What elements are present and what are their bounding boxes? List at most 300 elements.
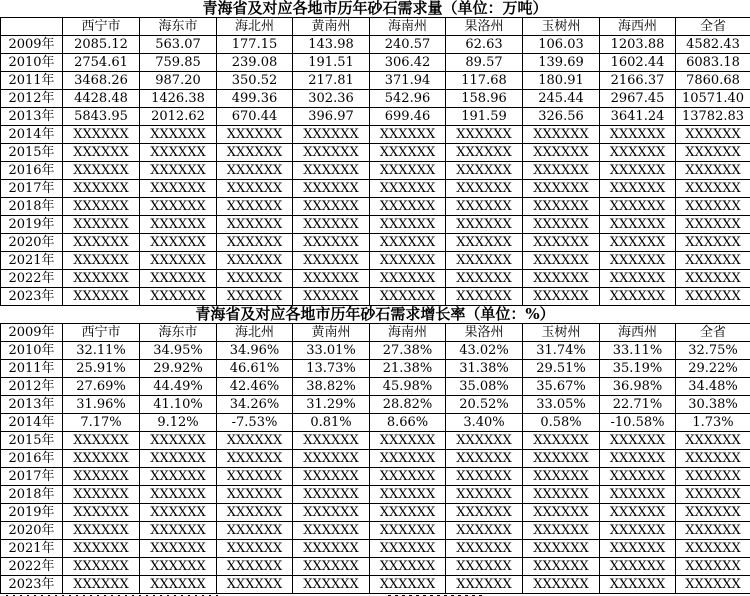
value-cell: 13782.83 [676,108,750,126]
column-header: 海南州 [370,18,446,36]
value-cell: XXXXXX [63,144,140,162]
value-cell: XXXXXX [676,540,750,558]
value-cell: 33.11% [600,342,676,360]
value-cell: 139.69 [523,54,600,72]
value-cell: XXXXXX [370,144,446,162]
value-cell: 106.03 [523,36,600,54]
value-cell: XXXXXX [140,126,217,144]
value-cell: 302.36 [293,90,370,108]
value-cell: XXXXXX [217,252,293,270]
value-cell: XXXXXX [600,180,676,198]
value-cell: 563.07 [140,36,217,54]
value-cell: XXXXXX [293,558,370,576]
value-cell: 1.73% [676,414,750,432]
table-row [1,288,750,306]
value-cell: XXXXXX [523,558,600,576]
value-cell: XXXXXX [523,504,600,522]
value-cell: XXXXXX [140,288,217,306]
value-cell: 143.98 [293,36,370,54]
year-cell: 2014年 [1,414,63,432]
value-cell: XXXXXX [600,126,676,144]
value-cell: 4582.43 [676,36,750,54]
year-cell: 2019年 [1,504,63,522]
value-cell: XXXXXX [217,576,293,594]
growth-table-body [1,324,750,594]
column-header: 海东市 [140,18,217,36]
value-cell: XXXXXX [140,522,217,540]
column-header: 海南州 [370,324,446,342]
year-cell: 2012年 [1,90,63,108]
column-header: 海北州 [217,324,293,342]
value-cell: 32.11% [63,342,140,360]
column-header: 海东市 [140,324,217,342]
year-cell: 2010年 [1,54,63,72]
year-cell: 2013年 [1,396,63,414]
value-cell: XXXXXX [676,288,750,306]
value-cell: 670.44 [217,108,293,126]
value-cell: XXXXXX [63,234,140,252]
value-cell: XXXXXX [63,486,140,504]
table-row [1,558,750,576]
value-cell: XXXXXX [217,234,293,252]
value-cell: 89.57 [446,54,523,72]
value-cell: XXXXXX [446,558,523,576]
value-cell: XXXXXX [293,144,370,162]
year-cell: 2018年 [1,486,63,504]
value-cell: XXXXXX [446,216,523,234]
value-cell: XXXXXX [140,558,217,576]
value-cell: 35.08% [446,378,523,396]
value-cell: 32.75% [676,342,750,360]
value-cell: XXXXXX [140,216,217,234]
value-cell: 759.85 [140,54,217,72]
value-cell: XXXXXX [600,162,676,180]
value-cell: 27.69% [63,378,140,396]
value-cell: XXXXXX [217,270,293,288]
value-cell: XXXXXX [63,468,140,486]
table-row [1,198,750,216]
value-cell: XXXXXX [446,144,523,162]
year-cell: 2017年 [1,180,63,198]
year-cell: 2011年 [1,72,63,90]
year-cell: 2018年 [1,198,63,216]
value-cell: XXXXXX [446,252,523,270]
value-cell: XXXXXX [523,576,600,594]
value-cell: XXXXXX [140,468,217,486]
value-cell: XXXXXX [676,144,750,162]
value-cell: XXXXXX [217,468,293,486]
value-cell: XXXXXX [293,486,370,504]
value-cell: XXXXXX [600,486,676,504]
value-cell: 117.68 [446,72,523,90]
value-cell: 2085.12 [63,36,140,54]
value-cell: XXXXXX [140,432,217,450]
value-cell: XXXXXX [63,216,140,234]
value-cell: 20.52% [446,396,523,414]
year-cell: 2020年 [1,522,63,540]
value-cell: XXXXXX [446,234,523,252]
column-header: 海北州 [217,18,293,36]
value-cell: XXXXXX [370,558,446,576]
value-cell: XXXXXX [293,432,370,450]
value-cell: XXXXXX [293,468,370,486]
value-cell: XXXXXX [370,126,446,144]
value-cell: XXXXXX [676,558,750,576]
value-cell: XXXXXX [523,540,600,558]
value-cell: XXXXXX [676,252,750,270]
value-cell: XXXXXX [63,288,140,306]
value-cell: XXXXXX [446,126,523,144]
value-cell: XXXXXX [446,198,523,216]
value-cell: XXXXXX [523,126,600,144]
table-row [1,90,750,108]
value-cell: -7.53% [217,414,293,432]
value-cell: XXXXXX [446,162,523,180]
value-cell: XXXXXX [217,198,293,216]
year-cell: 2023年 [1,288,63,306]
value-cell: 2166.37 [600,72,676,90]
column-header: 西宁市 [63,18,140,36]
table-row [1,252,750,270]
value-cell: XXXXXX [523,198,600,216]
value-cell: 245.44 [523,90,600,108]
value-cell: 35.67% [523,378,600,396]
table-row [1,522,750,540]
value-cell: XXXXXX [446,522,523,540]
value-cell: XXXXXX [676,432,750,450]
value-cell: XXXXXX [217,504,293,522]
value-cell: XXXXXX [140,504,217,522]
value-cell: 21.38% [370,360,446,378]
value-cell: XXXXXX [217,288,293,306]
value-cell: XXXXXX [676,198,750,216]
table-row [1,144,750,162]
value-cell: XXXXXX [676,504,750,522]
value-cell: 33.01% [293,342,370,360]
column-header: 黄南州 [293,324,370,342]
table-row [1,540,750,558]
value-cell: XXXXXX [676,180,750,198]
value-cell: XXXXXX [446,540,523,558]
value-cell: XXXXXX [217,216,293,234]
value-cell: XXXXXX [446,504,523,522]
value-cell: 29.92% [140,360,217,378]
year-cell: 2022年 [1,558,63,576]
year-cell: 2014年 [1,126,63,144]
value-cell: 7860.68 [676,72,750,90]
value-cell: 2012.62 [140,108,217,126]
value-cell: XXXXXX [217,432,293,450]
demand-table-body [1,18,750,306]
value-cell: XXXXXX [63,450,140,468]
value-cell: XXXXXX [600,540,676,558]
value-cell: XXXXXX [217,144,293,162]
value-cell: 987.20 [140,72,217,90]
value-cell: 239.08 [217,54,293,72]
column-header: 黄南州 [293,18,370,36]
value-cell: XXXXXX [140,162,217,180]
table-row [1,468,750,486]
value-cell: 31.29% [293,396,370,414]
value-cell: XXXXXX [676,234,750,252]
value-cell: XXXXXX [370,450,446,468]
value-cell: XXXXXX [676,576,750,594]
value-cell: 33.05% [523,396,600,414]
year-cell: 2015年 [1,432,63,450]
value-cell: 44.49% [140,378,217,396]
value-cell: XXXXXX [217,486,293,504]
table-row [1,396,750,414]
value-cell: 8.66% [370,414,446,432]
value-cell: XXXXXX [370,234,446,252]
value-cell: 699.46 [370,108,446,126]
value-cell: 499.36 [217,90,293,108]
value-cell: XXXXXX [370,504,446,522]
value-cell: XXXXXX [523,234,600,252]
value-cell: 0.58% [523,414,600,432]
value-cell: XXXXXX [293,522,370,540]
value-cell: XXXXXX [140,252,217,270]
value-cell: 371.94 [370,72,446,90]
table-row [1,126,750,144]
value-cell: 240.57 [370,36,446,54]
column-header: 玉树州 [523,18,600,36]
value-cell: 1426.38 [140,90,217,108]
growth-table [0,323,750,594]
value-cell: XXXXXX [523,486,600,504]
value-cell: XXXXXX [370,198,446,216]
year-cell: 2011年 [1,360,63,378]
value-cell: XXXXXX [140,486,217,504]
header-year-cell: 2009年 [1,324,63,342]
value-cell: XXXXXX [370,468,446,486]
value-cell: XXXXXX [600,288,676,306]
value-cell: XXXXXX [600,432,676,450]
table-row [1,180,750,198]
column-header: 全省 [676,18,750,36]
value-cell: XXXXXX [523,180,600,198]
value-cell: 46.61% [217,360,293,378]
value-cell: 191.51 [293,54,370,72]
value-cell: XXXXXX [370,252,446,270]
value-cell: 542.96 [370,90,446,108]
year-cell: 2015年 [1,144,63,162]
value-cell: XXXXXX [446,576,523,594]
table-row [1,486,750,504]
value-cell: 43.02% [446,342,523,360]
value-cell: XXXXXX [140,540,217,558]
value-cell: XXXXXX [600,558,676,576]
table-row [1,414,750,432]
demand-table [0,17,750,306]
value-cell: 22.71% [600,396,676,414]
table-row [1,450,750,468]
value-cell: XXXXXX [600,576,676,594]
value-cell: XXXXXX [140,198,217,216]
year-cell: 2016年 [1,162,63,180]
value-cell: XXXXXX [370,270,446,288]
value-cell: 30.38% [676,396,750,414]
value-cell: 35.19% [600,360,676,378]
value-cell: XXXXXX [676,486,750,504]
value-cell: XXXXXX [293,288,370,306]
value-cell: 31.74% [523,342,600,360]
value-cell: 41.10% [140,396,217,414]
year-cell: 2022年 [1,270,63,288]
value-cell: XXXXXX [523,288,600,306]
year-cell: 2012年 [1,378,63,396]
value-cell: XXXXXX [293,162,370,180]
value-cell: XXXXXX [63,540,140,558]
value-cell: 326.56 [523,108,600,126]
value-cell: XXXXXX [63,252,140,270]
value-cell: XXXXXX [63,270,140,288]
value-cell: XXXXXX [523,162,600,180]
value-cell: 36.98% [600,378,676,396]
value-cell: XXXXXX [600,522,676,540]
value-cell: 45.98% [370,378,446,396]
value-cell: XXXXXX [63,198,140,216]
value-cell: XXXXXX [523,252,600,270]
column-header: 海西州 [600,18,676,36]
value-cell: XXXXXX [523,144,600,162]
value-cell: XXXXXX [676,162,750,180]
value-cell: XXXXXX [676,450,750,468]
value-cell: 1203.88 [600,36,676,54]
value-cell: XXXXXX [446,432,523,450]
value-cell: 4428.48 [63,90,140,108]
value-cell: 396.97 [293,108,370,126]
value-cell: XXXXXX [600,468,676,486]
value-cell: XXXXXX [63,558,140,576]
value-cell: XXXXXX [293,126,370,144]
table-row [1,342,750,360]
value-cell: XXXXXX [446,180,523,198]
value-cell: 158.96 [446,90,523,108]
value-cell: XXXXXX [370,180,446,198]
value-cell: XXXXXX [293,540,370,558]
column-header: 果洛州 [446,18,523,36]
value-cell: XXXXXX [600,216,676,234]
table-row [1,378,750,396]
value-cell: 6083.18 [676,54,750,72]
table-row [1,36,750,54]
value-cell: 350.52 [217,72,293,90]
header-row [1,324,750,342]
value-cell: XXXXXX [140,450,217,468]
value-cell: 34.95% [140,342,217,360]
value-cell: XXXXXX [63,126,140,144]
value-cell: 29.22% [676,360,750,378]
value-cell: 34.96% [217,342,293,360]
value-cell: 31.38% [446,360,523,378]
table-row [1,216,750,234]
value-cell: XXXXXX [600,234,676,252]
value-cell: 7.17% [63,414,140,432]
value-cell: 0.81% [293,414,370,432]
year-cell: 2021年 [1,252,63,270]
value-cell: XXXXXX [600,270,676,288]
value-cell: XXXXXX [63,162,140,180]
value-cell: 25.91% [63,360,140,378]
value-cell: XXXXXX [600,504,676,522]
value-cell: 3468.26 [63,72,140,90]
column-header: 全省 [676,324,750,342]
header-row [1,18,750,36]
value-cell: XXXXXX [600,450,676,468]
value-cell: XXXXXX [293,270,370,288]
table-row [1,72,750,90]
value-cell: XXXXXX [63,180,140,198]
value-cell: 2754.61 [63,54,140,72]
table-row [1,270,750,288]
value-cell: 3641.24 [600,108,676,126]
year-cell: 2021年 [1,540,63,558]
year-cell: 2019年 [1,216,63,234]
value-cell: XXXXXX [600,198,676,216]
value-cell: XXXXXX [523,450,600,468]
value-cell: XXXXXX [140,234,217,252]
value-cell: 13.73% [293,360,370,378]
table-row [1,54,750,72]
value-cell: 191.59 [446,108,523,126]
value-cell: 28.82% [370,396,446,414]
value-cell: XXXXXX [523,216,600,234]
demand-table-title: 青海省及对应各地市历年砂石需求量（单位：万吨） [202,0,548,17]
growth-table-title: 青海省及对应各地市历年砂石需求增长率（单位：%） [195,306,555,323]
column-header: 海西州 [600,324,676,342]
value-cell: XXXXXX [217,126,293,144]
value-cell: XXXXXX [217,558,293,576]
table-row [1,576,750,594]
value-cell: XXXXXX [370,486,446,504]
table-row [1,108,750,126]
value-cell: 9.12% [140,414,217,432]
value-cell: 3.40% [446,414,523,432]
value-cell: XXXXXX [293,216,370,234]
value-cell: 177.15 [217,36,293,54]
value-cell: XXXXXX [293,504,370,522]
value-cell: 10571.40 [676,90,750,108]
value-cell: 1602.44 [600,54,676,72]
value-cell: XXXXXX [293,234,370,252]
value-cell: XXXXXX [217,540,293,558]
value-cell: XXXXXX [523,522,600,540]
value-cell: 38.82% [293,378,370,396]
table-row [1,162,750,180]
value-cell: XXXXXX [293,252,370,270]
value-cell: 180.91 [523,72,600,90]
value-cell: XXXXXX [370,576,446,594]
value-cell: XXXXXX [293,180,370,198]
value-cell: XXXXXX [63,576,140,594]
value-cell: XXXXXX [523,468,600,486]
table-row [1,360,750,378]
value-cell: XXXXXX [217,162,293,180]
value-cell: XXXXXX [370,540,446,558]
year-cell: 2010年 [1,342,63,360]
value-cell: XXXXXX [217,522,293,540]
value-cell: XXXXXX [217,450,293,468]
column-header: 果洛州 [446,324,523,342]
value-cell: 27.38% [370,342,446,360]
value-cell: XXXXXX [370,288,446,306]
value-cell: 217.81 [293,72,370,90]
value-cell: XXXXXX [446,450,523,468]
value-cell: XXXXXX [63,432,140,450]
value-cell: XXXXXX [600,144,676,162]
value-cell: 306.42 [370,54,446,72]
